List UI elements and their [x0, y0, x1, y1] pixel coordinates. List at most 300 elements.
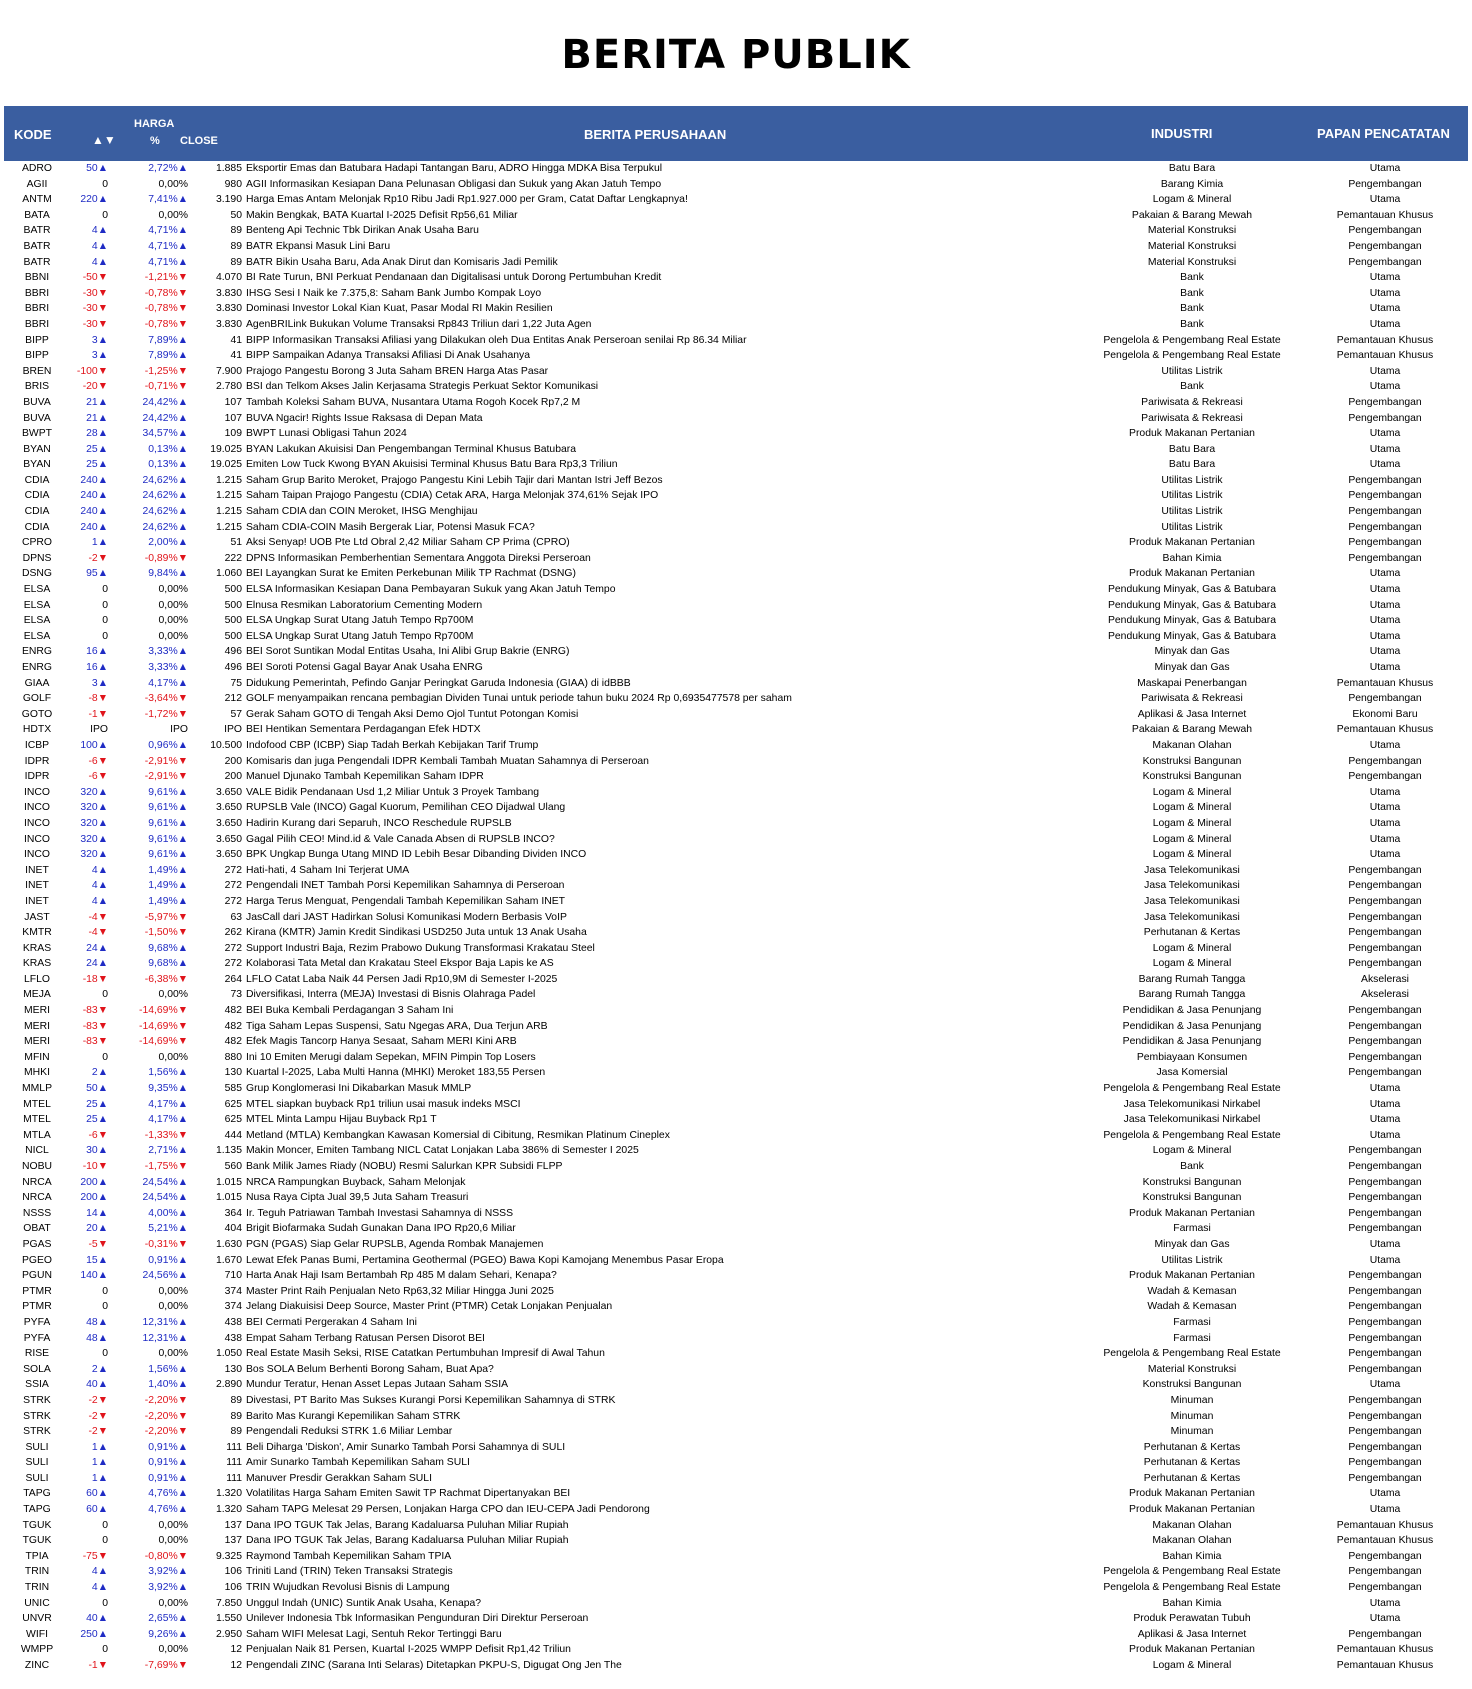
ticker-code[interactable]: PGUN — [21, 1270, 53, 1282]
news-headline[interactable]: Triniti Land (TRIN) Teken Transaksi Strategis — [246, 1566, 453, 1578]
news-headline[interactable]: Dana IPO TGUK Tak Jelas, Barang Kadaluarsa Puluhan Miliar Rupiah — [246, 1535, 569, 1547]
news-headline[interactable]: BUVA Ngacir! Rights Issue Raksasa di Depan Mata — [246, 412, 483, 424]
news-headline[interactable]: Lewat Efek Panas Bumi, Pertamina Geothermal (PGEO) Bawa Kopi Kamojang Menembus Pasar Eropa — [246, 1254, 724, 1266]
column-header-papan[interactable]: PAPAN PENCATATAN — [1317, 126, 1450, 141]
news-headline[interactable]: DPNS Informasikan Pemberhentian Sementara Anggota Direksi Perseroan — [246, 552, 591, 564]
ticker-code[interactable]: KRAS — [22, 942, 52, 954]
news-headline[interactable]: MTEL siapkan buyback Rp1 triliun usai masuk indeks MSCI — [246, 1098, 521, 1110]
news-headline[interactable]: Harga Emas Antam Melonjak Rp10 Ribu Jadi Rp1.927.000 per Gram, Catat Daftar Lengkapnya! — [246, 194, 688, 206]
news-headline[interactable]: GOLF menyampaikan rencana pembagian Dividen Tunai untuk periode tahun buku 2024 Rp 0,6935477578 per saham — [246, 693, 792, 705]
ticker-code[interactable]: PYFA — [23, 1332, 51, 1344]
ticker-code[interactable]: CDIA — [24, 506, 50, 518]
news-headline[interactable]: Efek Magis Tancorp Hanya Sesaat, Saham MERI Kini ARB — [246, 1036, 517, 1048]
ticker-code[interactable]: KMTR — [22, 927, 52, 939]
ticker-code[interactable]: NICL — [25, 1145, 49, 1157]
table-row[interactable] — [4, 1175, 1468, 1191]
table-row[interactable] — [4, 738, 1468, 754]
ticker-code[interactable]: IDPR — [24, 771, 50, 783]
ticker-code[interactable]: SULI — [25, 1472, 49, 1484]
news-headline[interactable]: Benteng Api Technic Tbk Dirikan Anak Usaha Baru — [246, 225, 479, 237]
news-headline[interactable]: Mundur Teratur, Henan Asset Lepas Jutaan Saham SSIA — [246, 1379, 509, 1391]
table-row[interactable] — [4, 925, 1468, 941]
table-row[interactable] — [4, 566, 1468, 582]
table-row[interactable] — [4, 426, 1468, 442]
ticker-code[interactable]: ELSA — [23, 630, 51, 642]
news-headline[interactable]: Support Industri Baja, Rezim Prabowo Dukung Transformasi Krakatau Steel — [246, 942, 595, 954]
table-row[interactable] — [4, 1206, 1468, 1222]
table-row[interactable] — [4, 1019, 1468, 1035]
ticker-code[interactable]: SULI — [25, 1457, 49, 1469]
ticker-code[interactable]: MERI — [24, 1005, 50, 1017]
ticker-code[interactable]: BATR — [23, 240, 51, 252]
table-row[interactable] — [4, 1003, 1468, 1019]
ticker-code[interactable]: TRIN — [24, 1582, 50, 1594]
ticker-code[interactable]: STRK — [23, 1394, 51, 1406]
table-row[interactable] — [4, 1221, 1468, 1237]
news-headline[interactable]: BEI Buka Kembali Perdagangan 3 Saham Ini — [246, 1005, 454, 1017]
column-header-close[interactable]: CLOSE — [180, 135, 218, 147]
ticker-code[interactable]: TGUK — [22, 1535, 52, 1547]
table-row[interactable] — [4, 722, 1468, 738]
news-headline[interactable]: Dominasi Investor Lokal Kian Kuat, Pasar Modal RI Makin Resilien — [246, 303, 553, 315]
news-headline[interactable]: Real Estate Masih Seksi, RISE Catatkan Pertumbuhan Impresif di Awal Tahun — [246, 1348, 605, 1360]
ticker-code[interactable]: INCO — [24, 833, 50, 845]
table-row[interactable] — [4, 161, 1468, 177]
news-headline[interactable]: Manuver Presdir Gerakkan Saham SULI — [246, 1472, 432, 1484]
table-row[interactable] — [4, 956, 1468, 972]
table-row[interactable] — [4, 1533, 1468, 1549]
table-row[interactable] — [4, 707, 1468, 723]
table-row[interactable] — [4, 1658, 1468, 1674]
column-header-industri[interactable]: INDUSTRI — [1151, 126, 1213, 141]
news-headline[interactable]: Saham TAPG Melesat 29 Persen, Lonjakan Harga CPO dan IEU-CEPA Jadi Pendorong — [246, 1504, 650, 1516]
ticker-code[interactable]: INET — [25, 880, 49, 892]
table-row[interactable] — [4, 1253, 1468, 1269]
news-headline[interactable]: Hati-hati, 4 Saham Ini Terjerat UMA — [246, 864, 410, 876]
table-row[interactable] — [4, 520, 1468, 536]
news-headline[interactable]: Indofood CBP (ICBP) Siap Tadah Berkah Kebijakan Tarif Trump — [246, 739, 539, 751]
news-headline[interactable]: IHSG Sesi I Naik ke 7.375,8: Saham Bank Jumbo Kompak Loyo — [246, 287, 542, 299]
news-headline[interactable]: Dana IPO TGUK Tak Jelas, Barang Kadaluarsa Puluhan Miliar Rupiah — [246, 1519, 569, 1531]
ticker-code[interactable]: DPNS — [22, 552, 52, 564]
news-headline[interactable]: AgenBRILink Bukukan Volume Transaksi Rp843 Triliun dari 1,22 Juta Agen — [246, 318, 592, 330]
news-headline[interactable]: BIPP Informasikan Transaksi Afiliasi yang Dilakukan oleh Dua Entitas Anak Perseroan senilai Rp 86.34 Miliar — [246, 334, 747, 346]
table-row[interactable] — [4, 504, 1468, 520]
news-headline[interactable]: Diversifikasi, Interra (MEJA) Investasi di Bisnis Olahraga Padel — [246, 989, 536, 1001]
ticker-code[interactable]: ENRG — [21, 662, 53, 673]
table-row[interactable] — [4, 1393, 1468, 1409]
table-row[interactable] — [4, 364, 1468, 380]
ticker-code[interactable]: NRCA — [22, 1176, 52, 1188]
news-headline[interactable]: Kuartal I-2025, Laba Multi Hanna (MHKI) Meroket 183,55 Persen — [246, 1067, 546, 1079]
ticker-code[interactable]: RISE — [24, 1348, 50, 1360]
table-row[interactable] — [4, 1315, 1468, 1331]
table-row[interactable] — [4, 1486, 1468, 1502]
ticker-code[interactable]: INET — [25, 864, 49, 876]
news-headline[interactable]: BEI Soroti Potensi Gagal Bayar Anak Usaha ENRG — [246, 662, 483, 673]
news-headline[interactable]: ELSA Ungkap Surat Utang Jatuh Tempo Rp700M — [246, 615, 474, 627]
sort-icon[interactable]: ▲▼ — [92, 133, 116, 147]
ticker-code[interactable]: WMPP — [20, 1644, 54, 1656]
news-headline[interactable]: Hadirin Kurang dari Separuh, INCO Reschedule RUPSLB — [246, 817, 512, 829]
column-header-berita[interactable]: BERITA PERUSAHAAN — [584, 127, 727, 142]
table-row[interactable] — [4, 629, 1468, 645]
table-row[interactable] — [4, 286, 1468, 302]
table-row[interactable] — [4, 1112, 1468, 1128]
ticker-code[interactable]: TRIN — [24, 1566, 50, 1578]
ticker-code[interactable]: CPRO — [21, 537, 53, 549]
industry: Minuman — [1170, 1426, 1214, 1438]
news-headline[interactable]: Nusa Raya Cipta Jual 39,5 Juta Saham Treasuri — [246, 1192, 469, 1204]
table-row[interactable] — [4, 1050, 1468, 1066]
news-headline[interactable]: BATR Ekpansi Masuk Lini Baru — [246, 240, 391, 252]
news-headline[interactable]: Beli Diharga 'Diskon', Amir Sunarko Tambah Porsi Sahamnya di SULI — [246, 1441, 566, 1453]
news-headline[interactable]: Saham CDIA dan COIN Meroket, IHSG Menghijau — [246, 506, 478, 518]
ticker-code[interactable]: ELSA — [23, 584, 51, 596]
ticker-code[interactable]: PTMR — [22, 1301, 52, 1313]
ticker-code[interactable]: BUVA — [23, 412, 51, 424]
news-headline[interactable]: Unilever Indonesia Tbk Informasikan Pengunduran Diri Direktur Perseroan — [246, 1613, 589, 1625]
news-headline[interactable]: BYAN Lakukan Akuisisi Dan Pengembangan Terminal Khusus Batubara — [246, 443, 577, 455]
table-row[interactable] — [4, 379, 1468, 395]
news-headline[interactable]: Volatilitas Harga Saham Emiten Sawit TP Rachmat Dipertanyakan BEI — [246, 1488, 571, 1500]
table-row[interactable] — [4, 1331, 1468, 1347]
table-row[interactable] — [4, 208, 1468, 224]
table-row[interactable] — [4, 987, 1468, 1003]
news-headline[interactable]: Empat Saham Terbang Ratusan Persen Disorot BEI — [246, 1332, 485, 1344]
news-headline[interactable]: Jelang Diakuisisi Deep Source, Master Print (PTMR) Cetak Lonjakan Penjualan — [246, 1301, 613, 1313]
ticker-code[interactable]: HDTX — [22, 724, 52, 736]
ticker-code[interactable]: DSNG — [21, 568, 53, 580]
table-row[interactable] — [4, 1424, 1468, 1440]
table-row[interactable] — [4, 644, 1468, 660]
table-row[interactable] — [4, 1455, 1468, 1471]
news-headline[interactable]: Penjualan Naik 81 Persen, Kuartal I-2025 WMPP Defisit Rp1,42 Triliun — [246, 1644, 571, 1656]
news-headline[interactable]: Ini 10 Emiten Merugi dalam Sepekan, MFIN Pimpin Top Losers — [246, 1051, 536, 1063]
table-row[interactable] — [4, 1268, 1468, 1284]
news-headline[interactable]: Didukung Pemerintah, Pefindo Ganjar Peringkat Garuda Indonesia (GIAA) di idBBB — [246, 677, 631, 689]
table-row[interactable] — [4, 1471, 1468, 1487]
ticker-code[interactable]: STRK — [23, 1426, 51, 1438]
ticker-code[interactable]: BBRI — [24, 287, 50, 299]
table-row[interactable] — [4, 1299, 1468, 1315]
ticker-code[interactable]: PGEO — [21, 1254, 53, 1266]
table-row[interactable] — [4, 473, 1468, 489]
table-row[interactable] — [4, 301, 1468, 317]
table-row[interactable] — [4, 411, 1468, 427]
ticker-code[interactable]: CDIA — [24, 521, 50, 533]
news-headline[interactable]: Eksportir Emas dan Batubara Hadapi Tantangan Baru, ADRO Hingga MDKA Bisa Terpukul — [246, 163, 663, 174]
news-headline[interactable]: Manuel Djunako Tambah Kepemilikan Saham IDPR — [246, 771, 484, 783]
table-row[interactable] — [4, 769, 1468, 785]
ticker-code[interactable]: NOBU — [21, 1161, 53, 1172]
news-headline[interactable]: BWPT Lunasi Obligasi Tahun 2024 — [246, 428, 407, 440]
ticker-code[interactable]: MERI — [24, 1020, 50, 1032]
table-row[interactable] — [4, 1237, 1468, 1253]
ticker-code[interactable]: MTEL — [23, 1098, 51, 1110]
news-headline[interactable]: Kolaborasi Tata Metal dan Krakatau Steel Ekspor Baja Lapis ke AS — [246, 958, 554, 970]
table-row[interactable] — [4, 1190, 1468, 1206]
ticker-code[interactable]: INCO — [24, 849, 50, 861]
table-row[interactable] — [4, 878, 1468, 894]
ticker-code[interactable]: BATR — [23, 256, 51, 268]
table-row[interactable] — [4, 816, 1468, 832]
ticker-code[interactable]: NSSS — [22, 1207, 52, 1219]
ticker-code[interactable]: LFLO — [24, 973, 50, 985]
news-headline[interactable]: Saham Taipan Prajogo Pangestu (CDIA) Cetak ARA, Harga Melonjak 374,61% Sejak IPO — [246, 490, 659, 502]
ticker-code[interactable]: AGII — [26, 178, 48, 190]
table-row[interactable] — [4, 832, 1468, 848]
news-headline[interactable]: ELSA Ungkap Surat Utang Jatuh Tempo Rp700M — [246, 630, 474, 642]
ticker-code[interactable]: BRIS — [24, 381, 50, 393]
table-row[interactable] — [4, 1362, 1468, 1378]
news-headline[interactable]: Bank Milik James Riady (NOBU) Resmi Salurkan KPR Subsidi FLPP — [246, 1161, 563, 1172]
news-headline[interactable]: Bos SOLA Belum Berhenti Borong Saham, Buat Apa? — [246, 1363, 494, 1375]
close-price: 482 — [224, 1020, 242, 1032]
news-headline[interactable]: Tiga Saham Lepas Suspensi, Satu Ngegas ARA, Dua Terjun ARB — [246, 1020, 548, 1032]
table-row[interactable] — [4, 847, 1468, 863]
table-row[interactable] — [4, 1627, 1468, 1643]
ticker-code[interactable]: ZINC — [24, 1660, 50, 1671]
table-row[interactable] — [4, 1409, 1468, 1425]
news-headline[interactable]: Saham WIFI Melesat Lagi, Sentuh Rekor Tertinggi Baru — [246, 1628, 502, 1640]
ticker-code[interactable]: BBNI — [24, 272, 50, 284]
table-row[interactable] — [4, 317, 1468, 333]
news-headline[interactable]: AGII Informasikan Kesiapan Dana Pelunasan Obligasi dan Sukuk yang Akan Jatuh Tempo — [246, 178, 662, 190]
table-row[interactable] — [4, 1159, 1468, 1175]
news-headline[interactable]: BEI Cermati Pergerakan 4 Saham Ini — [246, 1316, 417, 1328]
news-headline[interactable]: LFLO Catat Laba Naik 44 Persen Jadi Rp10,9M di Semester I-2025 — [246, 973, 558, 985]
news-headline[interactable]: BSI dan Telkom Akses Jalin Kerjasama Strategis Perkuat Sektor Komunikasi — [246, 381, 599, 393]
news-headline[interactable]: BI Rate Turun, BNI Perkuat Pendanaan dan Digitalisasi untuk Dorong Pertumbuhan Kredit — [246, 272, 662, 284]
ticker-code[interactable]: BIPP — [25, 350, 49, 362]
ticker-code[interactable]: INCO — [24, 817, 50, 829]
table-row[interactable] — [4, 270, 1468, 286]
table-row[interactable] — [4, 1549, 1468, 1565]
ticker-code[interactable]: BUVA — [23, 396, 51, 408]
table-row[interactable] — [4, 598, 1468, 614]
ticker-code[interactable]: PTMR — [22, 1285, 52, 1297]
ticker-code[interactable]: BATR — [23, 225, 51, 237]
ticker-code[interactable]: BIPP — [25, 334, 49, 346]
ticker-code[interactable]: BREN — [22, 365, 52, 377]
news-headline[interactable]: Saham CDIA-COIN Masih Bergerak Liar, Potensi Masuk FCA? — [246, 521, 535, 533]
news-headline[interactable]: Makin Bengkak, BATA Kuartal I-2025 Defisit Rp56,61 Miliar — [246, 209, 518, 221]
table-row[interactable] — [4, 863, 1468, 879]
table-row[interactable] — [4, 1502, 1468, 1518]
ticker-code[interactable]: PYFA — [23, 1316, 51, 1328]
news-headline[interactable]: BEI Hentikan Sementara Perdagangan Efek HDTX — [246, 724, 481, 736]
table-row[interactable] — [4, 582, 1468, 598]
news-headline[interactable]: BEI Layangkan Surat ke Emiten Perkebunan Milik TP Rachmat (DSNG) — [246, 568, 576, 580]
table-row[interactable] — [4, 910, 1468, 926]
table-row[interactable] — [4, 1034, 1468, 1050]
news-headline[interactable]: Amir Sunarko Tambah Kepemilikan Saham SULI — [246, 1457, 470, 1469]
ticker-code[interactable]: UNIC — [24, 1597, 50, 1609]
news-headline[interactable]: Elnusa Resmikan Laboratorium Cementing Modern — [246, 599, 483, 611]
table-row[interactable] — [4, 551, 1468, 567]
news-headline[interactable]: BATR Bikin Usaha Baru, Ada Anak Dirut dan Komisaris Jadi Pemilik — [246, 256, 558, 268]
ticker-code[interactable]: ANTM — [22, 194, 52, 206]
news-headline[interactable]: BIPP Sampaikan Adanya Transaksi Afiliasi Di Anak Usahanya — [246, 350, 530, 362]
ticker-code[interactable]: CDIA — [24, 490, 50, 502]
ticker-code[interactable]: BBRI — [24, 318, 50, 330]
ticker-code[interactable]: WIFI — [26, 1628, 48, 1640]
ticker-code[interactable]: PGAS — [22, 1238, 52, 1250]
column-header-percent[interactable]: % — [150, 135, 160, 147]
ticker-code[interactable]: MTLA — [23, 1129, 51, 1141]
news-headline[interactable]: Barito Mas Kurangi Kepemilikan Saham STRK — [246, 1410, 461, 1422]
news-headline[interactable]: Saham Grup Barito Meroket, Prajogo Pangestu Kini Lebih Tajir dari Mantan Istri Jeff Bezos — [246, 474, 663, 486]
ticker-code[interactable]: TAPG — [23, 1504, 51, 1516]
news-headline[interactable]: Emiten Low Tuck Kwong BYAN Akuisisi Terminal Khusus Batu Bara Rp3,3 Triliun — [246, 459, 618, 471]
ticker-code[interactable]: UNVR — [22, 1613, 52, 1625]
table-row[interactable] — [4, 1440, 1468, 1456]
news-headline[interactable]: RUPSLB Vale (INCO) Gagal Kuorum, Pemilihan CEO Dijadwal Ulang — [246, 802, 566, 814]
ticker-code[interactable]: INCO — [24, 786, 50, 798]
table-row[interactable] — [4, 660, 1468, 676]
ticker-code[interactable]: KRAS — [22, 958, 52, 970]
news-headline[interactable]: Raymond Tambah Kepemilikan Saham TPIA — [246, 1550, 452, 1562]
table-row[interactable] — [4, 1596, 1468, 1612]
ticker-code[interactable]: IDPR — [24, 755, 50, 767]
news-headline[interactable]: Makin Moncer, Emiten Tambang NICL Catat Lonjakan Laba 386% di Semester I 2025 — [246, 1145, 639, 1157]
table-row[interactable] — [4, 894, 1468, 910]
news-headline[interactable]: ELSA Informasikan Kesiapan Dana Pembayaran Sukuk yang Akan Jatuh Tempo — [246, 584, 616, 596]
ticker-code[interactable]: MHKI — [24, 1067, 50, 1079]
ticker-code[interactable]: BATA — [24, 209, 50, 221]
ticker-code[interactable]: SOLA — [23, 1363, 51, 1375]
ticker-code[interactable]: SULI — [25, 1441, 49, 1453]
table-row[interactable] — [4, 488, 1468, 504]
table-row[interactable] — [4, 754, 1468, 770]
ticker-code[interactable]: STRK — [23, 1410, 51, 1422]
table-row[interactable] — [4, 613, 1468, 629]
news-headline[interactable]: Pengendali INET Tambah Porsi Kepemilikan Sahamnya di Perseroan — [246, 880, 565, 892]
ticker-code[interactable]: BYAN — [23, 459, 51, 471]
table-row[interactable] — [4, 535, 1468, 551]
table-row[interactable] — [4, 676, 1468, 692]
news-headline[interactable]: Aksi Senyap! UOB Pte Ltd Obral 2,42 Miliar Saham CP Prima (CPRO) — [246, 537, 570, 549]
ticker-code[interactable]: SSIA — [25, 1379, 49, 1391]
table-row[interactable] — [4, 1518, 1468, 1534]
ticker-code[interactable]: BBRI — [24, 303, 50, 315]
ticker-code[interactable]: ICBP — [24, 739, 50, 751]
table-row[interactable] — [4, 442, 1468, 458]
ticker-code[interactable]: ELSA — [23, 599, 51, 611]
ticker-code[interactable]: TAPG — [23, 1488, 51, 1500]
news-headline[interactable]: Gagal Pilih CEO! Mind.id & Vale Canada Absen di RUPSLB INCO? — [246, 833, 555, 845]
ticker-code[interactable]: MTEL — [23, 1114, 51, 1126]
table-row[interactable] — [4, 1128, 1468, 1144]
ticker-code[interactable]: BWPT — [21, 428, 52, 440]
table-row[interactable] — [4, 1377, 1468, 1393]
table-row[interactable] — [4, 333, 1468, 349]
news-headline[interactable]: NRCA Rampungkan Buyback, Saham Melonjak — [246, 1176, 466, 1188]
ticker-code[interactable]: MEJA — [23, 989, 51, 1001]
news-headline[interactable]: Unggul Indah (UNIC) Suntik Anak Usaha, Kenapa? — [246, 1597, 482, 1609]
table-row[interactable] — [4, 1081, 1468, 1097]
table-row[interactable] — [4, 1097, 1468, 1113]
table-row[interactable] — [4, 223, 1468, 239]
news-headline[interactable]: JasCall dari JAST Hadirkan Solusi Komunikasi Modern Berbasis VoIP — [246, 911, 567, 923]
news-headline[interactable]: Grup Konglomerasi Ini Dikabarkan Masuk MMLP — [246, 1083, 472, 1095]
table-row[interactable] — [4, 192, 1468, 208]
table-row[interactable] — [4, 348, 1468, 364]
ticker-code[interactable]: INET — [25, 895, 49, 907]
ticker-code[interactable]: MMLP — [21, 1083, 53, 1095]
news-headline[interactable]: Metland (MTLA) Kembangkan Kawasan Komersial di Cibitung, Resmikan Platinum Cineplex — [246, 1129, 670, 1141]
table-row[interactable] — [4, 972, 1468, 988]
table-row[interactable] — [4, 255, 1468, 271]
news-headline[interactable]: BPK Ungkap Bunga Utang MIND ID Lebih Besar Dibanding Dividen INCO — [246, 849, 587, 861]
news-headline[interactable]: PGN (PGAS) Siap Gelar RUPSLB, Agenda Rombak Manajemen — [246, 1238, 544, 1250]
news-headline[interactable]: Gerak Saham GOTO di Tengah Aksi Demo Ojol Tuntut Potongan Komisi — [246, 708, 579, 720]
ticker-code[interactable]: ELSA — [23, 615, 51, 627]
news-headline[interactable]: Komisaris dan juga Pengendali IDPR Kembali Tambah Muatan Sahamnya di Perseroan — [246, 755, 649, 767]
news-headline[interactable]: Tambah Koleksi Saham BUVA, Nusantara Utama Rogoh Kocek Rp7,2 M — [246, 396, 581, 408]
ticker-code[interactable]: TGUK — [22, 1519, 52, 1531]
news-headline[interactable]: Pengendali Reduksi STRK 1.6 Miliar Lembar — [246, 1426, 453, 1438]
ticker-code[interactable]: GIAA — [24, 677, 50, 689]
news-headline[interactable]: Brigit Biofarmaka Sudah Gunakan Dana IPO Rp20,6 Miliar — [246, 1223, 516, 1235]
ticker-code[interactable]: BYAN — [23, 443, 51, 455]
news-headline[interactable]: Master Print Raih Penjualan Neto Rp63,32 Miliar Hingga Juni 2025 — [246, 1285, 554, 1297]
news-headline[interactable]: Harga Terus Menguat, Pengendali Tambah Kepemilikan Saham INET — [246, 895, 566, 907]
news-headline[interactable]: BEI Sorot Suntikan Modal Entitas Usaha, Ini Alibi Grup Bakrie (ENRG) — [246, 646, 570, 658]
ticker-code[interactable]: CDIA — [24, 474, 50, 486]
table-row[interactable] — [4, 1611, 1468, 1627]
table-row[interactable] — [4, 239, 1468, 255]
column-header-kode[interactable]: KODE — [14, 127, 52, 142]
ticker-code[interactable]: MFIN — [24, 1051, 50, 1063]
table-row[interactable] — [4, 1564, 1468, 1580]
table-row[interactable] — [4, 177, 1468, 193]
ticker-code[interactable]: NRCA — [22, 1192, 52, 1204]
news-headline[interactable]: MTEL Minta Lampu Hijau Buyback Rp1 T — [246, 1114, 437, 1126]
ticker-code[interactable]: ADRO — [21, 163, 53, 174]
ticker-code[interactable]: INCO — [24, 802, 50, 814]
table-row[interactable] — [4, 941, 1468, 957]
ticker-code[interactable]: ENRG — [21, 646, 53, 658]
table-row[interactable] — [4, 457, 1468, 473]
table-row[interactable] — [4, 395, 1468, 411]
table-row[interactable] — [4, 1580, 1468, 1596]
news-headline[interactable]: Prajogo Pangestu Borong 3 Juta Saham BREN Harga Atas Pasar — [246, 365, 549, 377]
news-headline[interactable]: Harta Anak Haji Isam Bertambah Rp 485 M dalam Sehari, Kenapa? — [246, 1270, 557, 1282]
table-row[interactable] — [4, 691, 1468, 707]
ticker-code[interactable]: MERI — [24, 1036, 50, 1048]
table-row[interactable] — [4, 1284, 1468, 1300]
table-row[interactable] — [4, 1642, 1468, 1658]
news-headline[interactable]: TRIN Wujudkan Revolusi Bisnis di Lampung — [246, 1582, 450, 1594]
news-headline[interactable]: Kirana (KMTR) Jamin Kredit Sindikasi USD250 Juta untuk 13 Anak Usaha — [246, 927, 587, 939]
ticker-code[interactable]: GOTO — [21, 708, 53, 720]
news-headline[interactable]: Pengendali ZINC (Sarana Inti Selaras) Ditetapkan PKPU-S, Digugat Ong Jen The — [246, 1660, 622, 1671]
news-headline[interactable]: Ir. Teguh Patriawan Tambah Investasi Sahamnya di NSSS — [246, 1207, 514, 1219]
ticker-code[interactable]: OBAT — [23, 1223, 51, 1235]
news-headline[interactable]: VALE Bidik Pendanaan Usd 1,2 Miliar Untuk 3 Proyek Tambang — [246, 786, 540, 798]
table-row[interactable] — [4, 785, 1468, 801]
ticker-code[interactable]: TPIA — [25, 1550, 49, 1562]
ticker-code[interactable]: GOLF — [22, 693, 52, 705]
table-row[interactable] — [4, 1143, 1468, 1159]
table-row[interactable] — [4, 800, 1468, 816]
table-row[interactable] — [4, 1346, 1468, 1362]
table-row[interactable] — [4, 1065, 1468, 1081]
news-headline[interactable]: Divestasi, PT Barito Mas Sukses Kurangi Porsi Kepemilikan Sahamnya di STRK — [246, 1394, 616, 1406]
ticker-code[interactable]: JAST — [24, 911, 50, 923]
